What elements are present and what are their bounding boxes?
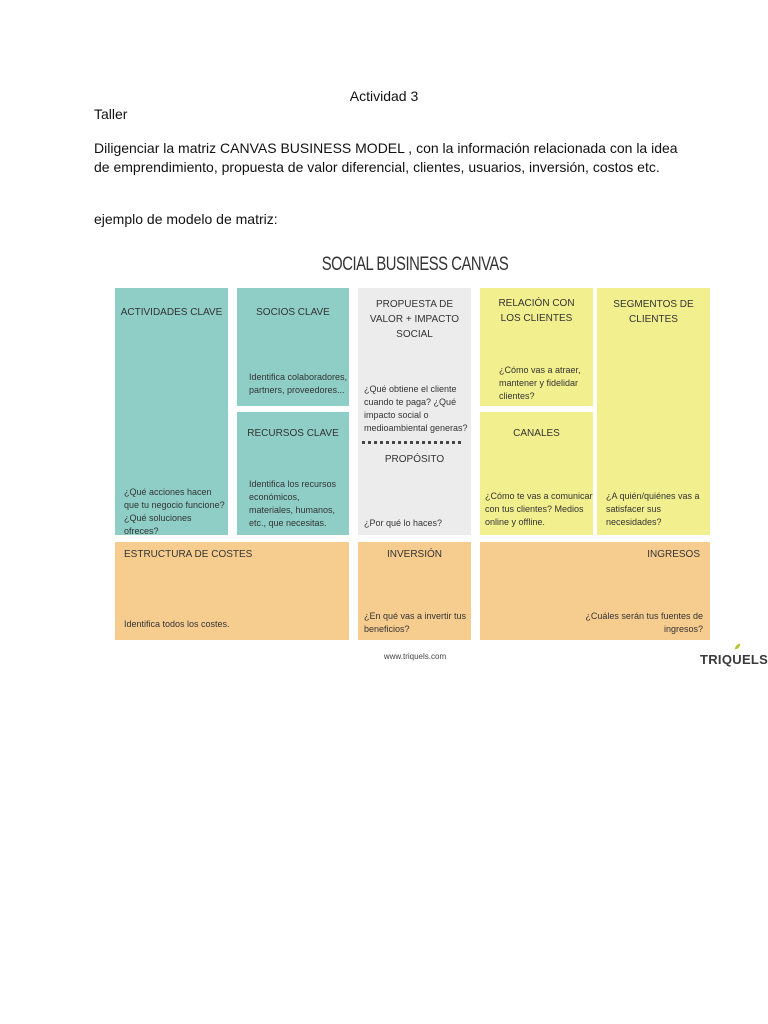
socios-clave-text: Identifica colaboradores, partners, proveedores...: [249, 372, 348, 395]
relacion-clientes-heading: RELACIÓN CON LOS CLIENTES: [498, 298, 575, 324]
document-instruction: Diligenciar la matriz CANVAS BUSINESS MODEL , con la información relacionada con la idea de emprendimiento, propuesta de valor diferencial, clientes, usuarios, inversión, costos etc.: [94, 140, 678, 175]
canvas-title: SOCIAL BUSINESS CANVAS: [321, 254, 509, 275]
dotted-separator: [362, 441, 461, 444]
estructura-costes-box: [115, 542, 349, 640]
relacion-clientes-text: ¿Cómo vas a atraer, mantener y fidelidar clientes?: [499, 365, 581, 401]
segmentos-clientes-text: ¿A quién/quiénes vas a satisfacer sus necesidades?: [606, 491, 700, 527]
socios-clave-box: [237, 288, 349, 406]
ingresos-text: ¿Cuáles serán tus fuentes de ingresos?: [585, 611, 703, 634]
estructura-costes-text: Identifica todos los costes.: [124, 619, 230, 629]
ingresos-box: [480, 542, 710, 640]
propuesta-valor-text: ¿Qué obtiene el cliente cuando te paga? ¿Qué impacto social o medioambiental generas?: [364, 384, 468, 433]
canales-text: ¿Cómo te vas a comunicar con tus clientes? Medios online y offline.: [485, 491, 593, 527]
recursos-clave-heading: RECURSOS CLAVE: [247, 428, 339, 439]
inversion-box: [358, 542, 471, 640]
propuesta-valor-box: [358, 288, 471, 535]
actividades-clave-heading: ACTIVIDADES CLAVE: [120, 307, 223, 318]
document-title: Actividad 3: [349, 88, 419, 104]
canales-heading: CANALES: [513, 428, 560, 439]
inversion-heading: INVERSIÓN: [386, 549, 442, 560]
document-subtitle: Taller: [94, 106, 128, 122]
recursos-clave-box: [237, 412, 349, 535]
segmentos-clientes-heading: SEGMENTOS DE CLIENTES: [613, 299, 694, 325]
socios-clave-heading: SOCIOS CLAVE: [256, 307, 330, 318]
inversion-text: ¿En qué vas a invertir tus beneficios?: [364, 611, 467, 634]
triquels-logo: TRIQUELS: [700, 652, 768, 667]
ingresos-heading: INGRESOS: [647, 549, 700, 560]
recursos-clave-text: Identifica los recursos económicos, materiales, humanos, etc., que necesitas.: [249, 479, 337, 528]
estructura-costes-heading: ESTRUCTURA DE COSTES: [124, 549, 253, 560]
canales-box: [480, 412, 593, 535]
leaf-icon: [734, 643, 741, 650]
segmentos-clientes-box: [597, 288, 710, 535]
proposito-text: ¿Por qué lo haces?: [364, 518, 443, 528]
proposito-heading: PROPÓSITO: [384, 454, 445, 465]
example-label: ejemplo de modelo de matriz:: [94, 211, 278, 227]
relacion-clientes-box: [480, 288, 593, 406]
actividades-clave-box: [115, 288, 228, 535]
actividades-clave-text: ¿Qué acciones hacen que tu negocio funcione? ¿Qué soluciones ofreces?: [124, 487, 225, 536]
propuesta-valor-heading: PROPUESTA DE VALOR + IMPACTO SOCIAL: [369, 299, 460, 340]
footer-url: www.triquels.com: [383, 652, 447, 661]
